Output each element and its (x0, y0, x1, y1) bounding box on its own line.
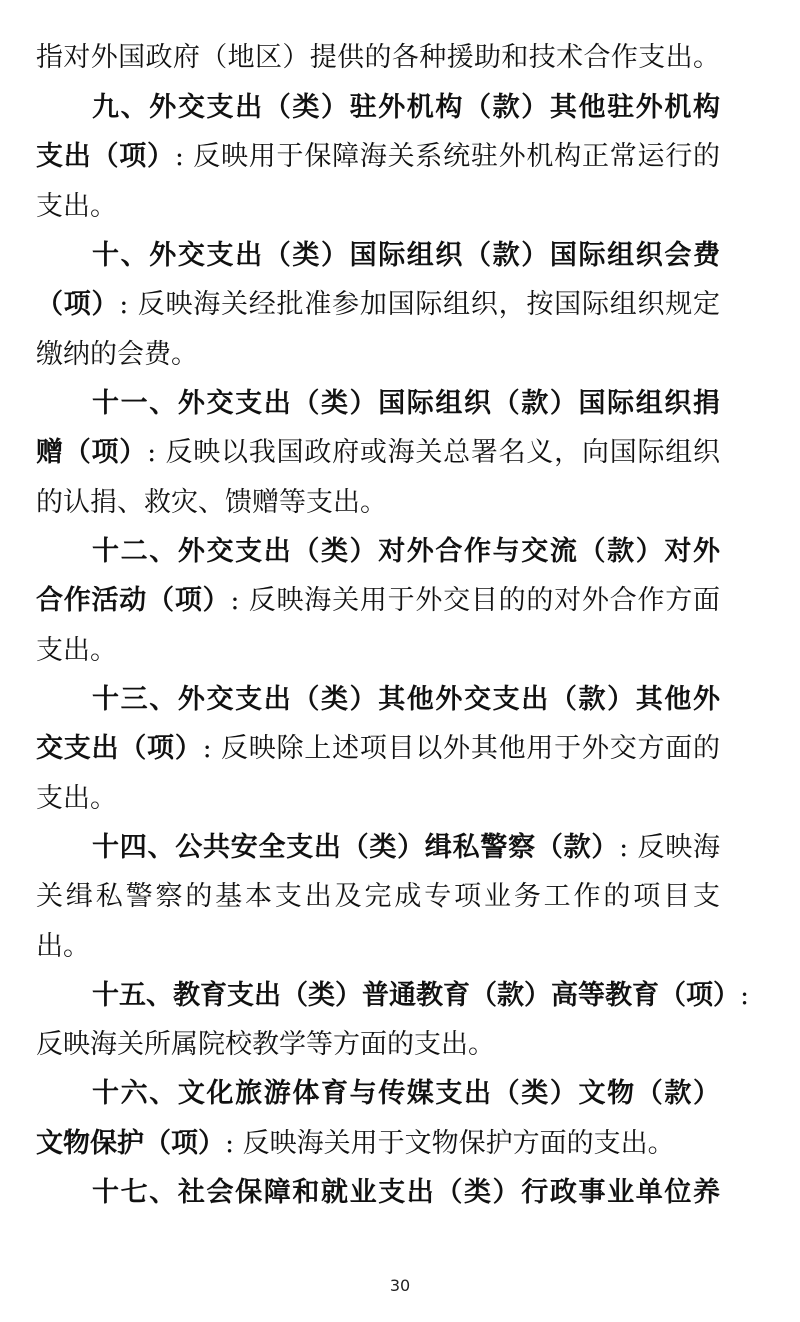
bold-heading-text: 十六、文化旅游体育与传媒支出（类）文物（款） (92, 1078, 720, 1109)
text-line (92, 536, 720, 568)
text-line (36, 1128, 720, 1160)
text-line (92, 1078, 720, 1110)
text-line (92, 980, 750, 1012)
body-text: 支出。 (36, 783, 117, 814)
body-text: 的认捐、救灾、馈赠等支出。 (36, 487, 387, 518)
body-text: 支出。 (36, 191, 117, 222)
body-text: 缴纳的会费。 (36, 339, 198, 370)
body-text: 关缉私警察的基本支出及完成专项业务工作的项目支 (36, 881, 720, 912)
text-line (36, 733, 720, 765)
text-line (36, 881, 720, 913)
bold-heading-text: 交支出（项） (36, 733, 203, 764)
bold-heading-text: 十三、外交支出（类）其他外交支出（款）其他外 (92, 684, 720, 715)
body-text: : 反映海 (619, 832, 720, 863)
bold-heading-text: 十五、教育支出（类）普通教育（款）高等教育（项） (92, 980, 740, 1011)
text-line (92, 388, 720, 420)
body-text: : (740, 980, 750, 1011)
body-text: 反映海关所属院校教学等方面的支出。 (36, 1029, 495, 1060)
text-line (92, 1177, 720, 1209)
text-line (36, 141, 720, 173)
body-text: : 反映以我国政府或海关总署名义，向国际组织 (147, 437, 721, 468)
body-text: : 反映海关用于文物保护方面的支出。 (225, 1128, 675, 1159)
body-text: : 反映海关经批准参加国际组织，按国际组织规定 (119, 289, 720, 320)
text-line (36, 931, 720, 963)
text-line (36, 339, 720, 371)
text-line (92, 832, 720, 864)
text-line (36, 1029, 720, 1061)
body-text: 指对外国政府（地区）提供的各种援助和技术合作支出。 (36, 42, 720, 73)
text-line (36, 783, 720, 815)
bold-heading-text: 十、外交支出（类）国际组织（款）国际组织会费 (92, 240, 720, 271)
body-text: : 反映除上述项目以外其他用于外交方面的 (202, 733, 720, 764)
body-text: : 反映用于保障海关系统驻外机构正常运行的 (174, 141, 721, 172)
body-text: 支出。 (36, 635, 117, 666)
bold-heading-text: 支出（项） (36, 141, 175, 172)
body-text: : 反映海关用于外交目的的对外合作方面 (230, 585, 720, 616)
text-line (36, 487, 720, 519)
text-line (36, 191, 720, 223)
bold-heading-text: 九、外交支出（类）驻外机构（款）其他驻外机构 (92, 92, 720, 123)
bold-heading-text: 十四、公共安全支出（类）缉私警察（款） (92, 832, 620, 863)
text-line (92, 240, 720, 272)
text-line (92, 684, 720, 716)
body-text: 出。 (36, 931, 90, 962)
text-line (92, 92, 720, 124)
page-number: 30 (389, 1276, 411, 1295)
text-line (36, 635, 720, 667)
bold-heading-text: 十七、社会保障和就业支出（类）行政事业单位养 (92, 1177, 720, 1208)
bold-heading-text: 文物保护（项） (36, 1128, 225, 1159)
text-line (36, 42, 720, 74)
text-line (36, 437, 720, 469)
bold-heading-text: 十一、外交支出（类）国际组织（款）国际组织捐 (92, 388, 720, 419)
bold-heading-text: 十二、外交支出（类）对外合作与交流（款）对外 (92, 536, 720, 567)
bold-heading-text: 合作活动（项） (36, 585, 231, 616)
text-line (36, 289, 720, 321)
bold-heading-text: 赠（项） (36, 437, 148, 468)
bold-heading-text: （项） (36, 289, 120, 320)
text-line (36, 585, 720, 617)
